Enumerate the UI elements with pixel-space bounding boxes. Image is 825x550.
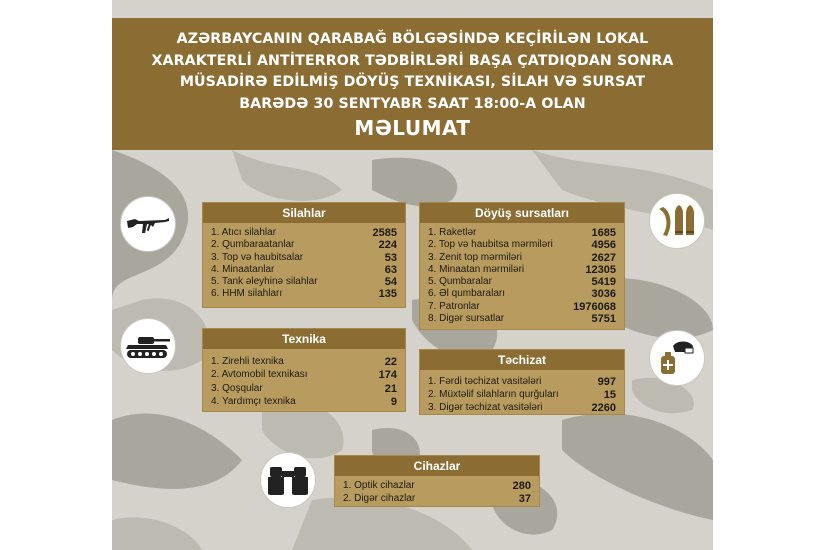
panel-texnika bbox=[202, 328, 406, 412]
list-item: 7. Patronlar 1976068 bbox=[428, 300, 616, 313]
panel-title: Silahlar bbox=[203, 203, 405, 223]
list-item: 2. Top və haubitsa mərmiləri 4956 bbox=[428, 239, 616, 252]
list-item: 1. Atıcı silahlar 2585 bbox=[211, 227, 397, 239]
list-item: 1. Fərdi təchizat vasitələri 997 bbox=[428, 376, 616, 389]
list-item: 5. Qumbaralar 5419 bbox=[428, 276, 616, 289]
binoculars-icon bbox=[260, 452, 316, 508]
poster-title: AZƏRBAYCANIN QARABAĞ BÖLGƏSİNDƏ KEÇİRİLƏN LOKAL XARAKTERLİ ANTİTERROR TƏDBİRLƏRİ BAŞA ÇATDIQDAN SONRA MÜSADİRƏ EDİLMİŞ DÖYÜŞ TEXNİKASI, SİLAH VƏ SURSAT BARƏDƏ 30 SENTYABR SAAT 18:00-A OLAN bbox=[151, 31, 674, 112]
panel-title: Təchizat bbox=[420, 350, 624, 370]
list-item: 3. Top və haubitsalar 53 bbox=[211, 251, 397, 264]
panel-silahlar bbox=[202, 202, 406, 308]
header-banner bbox=[112, 18, 713, 150]
list-item: 2. Qumbaraatanlar 224 bbox=[211, 239, 397, 252]
panel-title: Döyüş sursatları bbox=[420, 203, 624, 223]
infographic-poster bbox=[112, 0, 713, 550]
rifle-icon bbox=[120, 196, 176, 252]
list-item: 4. Minaatanlar 63 bbox=[211, 263, 397, 276]
list-item: 8. Digər sursatlar 5751 bbox=[428, 313, 616, 326]
list-item: 2. Digər cihazlar 37 bbox=[343, 493, 531, 506]
list-item: 2. Müxtəlif silahların qurğuları 15 bbox=[428, 389, 616, 402]
panel-cihazlar bbox=[334, 455, 540, 507]
list-item: 4. Yardımçı texnika 9 bbox=[211, 396, 397, 409]
list-item: 1. Optik cihazlar 280 bbox=[343, 480, 531, 493]
equipment-icon bbox=[649, 330, 705, 386]
list-item: 3. Digər təchizat vasitələri 2260 bbox=[428, 402, 616, 415]
panel-title: Texnika bbox=[203, 329, 405, 349]
ammunition-icon bbox=[649, 193, 705, 249]
panel-techizat bbox=[419, 349, 625, 415]
list-item: 6. Əl qumbaraları 3036 bbox=[428, 288, 616, 301]
list-item: 6. HHM silahları 135 bbox=[211, 288, 397, 301]
list-item: 1. Zirehli texnika 22 bbox=[211, 355, 397, 368]
list-item: 2. Avtomobil texnikası 174 bbox=[211, 369, 397, 382]
list-item: 3. Zenit top mərmiləri 2627 bbox=[428, 251, 616, 264]
list-item: 4. Minaatan mərmiləri 12305 bbox=[428, 263, 616, 276]
list-item: 1. Raketlər 1685 bbox=[428, 227, 616, 239]
list-item: 5. Tank əleyhinə silahlar 54 bbox=[211, 276, 397, 289]
panel-dovus-sursatlari bbox=[419, 202, 625, 330]
list-item: 3. Qoşqular 21 bbox=[211, 382, 397, 395]
panel-title: Cihazlar bbox=[335, 456, 539, 476]
tank-icon bbox=[120, 318, 176, 374]
poster-subtitle: MƏLUMAT bbox=[354, 116, 471, 140]
